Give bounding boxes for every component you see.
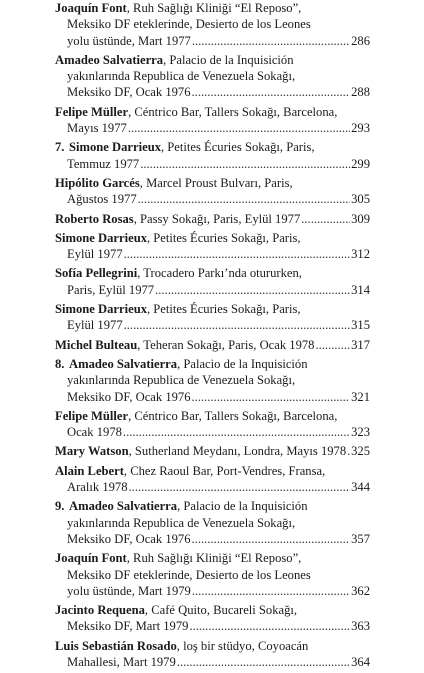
location-text: , Palacio de la Inquisición — [177, 499, 308, 514]
dot-leader — [123, 424, 350, 440]
toc-entry-line — [55, 282, 370, 298]
speaker-name: Hipólito Garcés — [55, 175, 140, 190]
toc-entry-line — [55, 638, 370, 654]
toc-entry — [55, 550, 370, 599]
toc-entry-line — [55, 463, 370, 479]
location-text: Ağustos 1977 — [67, 192, 137, 207]
location-text: Meksiko DF, Ocak 1976 — [67, 531, 191, 546]
speaker-name: Alain Lebert — [55, 463, 124, 478]
location-text: , loş bir stüdyo, Coyoacán — [176, 638, 309, 653]
dot-leader — [347, 443, 350, 459]
page-number: 321 — [351, 389, 370, 404]
speaker-name: Felipe Müller — [55, 104, 129, 119]
toc-entry-line — [55, 618, 370, 634]
location-text: , Café Quito, Bucareli Sokağı, — [144, 603, 298, 618]
speaker-name: Roberto Rosas — [55, 211, 134, 226]
location-text: Ocak 1978 — [67, 425, 122, 440]
toc-entry-line — [55, 246, 370, 262]
section-number: 8. — [55, 356, 65, 371]
table-of-contents — [55, 0, 370, 673]
dot-leader — [192, 531, 351, 547]
toc-entry-line — [55, 0, 370, 16]
location-text: , Ruh Sağlığı Kliniği “El Reposo”, — [126, 551, 302, 566]
dot-leader — [192, 389, 351, 405]
toc-entry-line — [55, 515, 370, 531]
toc-entry-line — [55, 424, 370, 440]
location-text: yakınlarında Republica de Venezuela Sokağı, — [67, 69, 296, 84]
location-text: Meksiko DF, Ocak 1976 — [67, 389, 191, 404]
location-text: , Teheran Sokağı, Paris, Ocak 1978 — [137, 337, 315, 352]
toc-entry — [55, 104, 370, 137]
toc-entry-line — [55, 408, 370, 424]
location-text: yakınlarında Republica de Venezuela Sokağı, — [67, 373, 296, 388]
toc-entry — [55, 443, 370, 459]
toc-entry — [55, 638, 370, 671]
toc-entry-line — [55, 52, 370, 68]
speaker-name: Amadeo Salvatierra — [69, 356, 178, 371]
page-number: 299 — [351, 156, 370, 171]
location-text: , Céntrico Bar, Tallers Sokağı, Barcelona, — [128, 408, 338, 423]
toc-entry-line — [55, 175, 370, 191]
page-number: 363 — [351, 619, 370, 634]
toc-entry-line — [55, 550, 370, 566]
page-number: 288 — [351, 85, 370, 100]
location-text: yolu üstünde, Mart 1977 — [67, 33, 191, 48]
speaker-name: Simone Darrieux — [55, 230, 147, 245]
toc-entry — [55, 463, 370, 496]
toc-entry — [55, 498, 370, 547]
dot-leader — [189, 618, 350, 634]
location-text: Mayıs 1977 — [67, 121, 127, 136]
dot-leader — [128, 120, 350, 136]
toc-entry — [55, 230, 370, 263]
toc-entry-line — [55, 301, 370, 317]
location-text: Aralık 1978 — [67, 480, 128, 495]
toc-entry-line — [55, 120, 370, 136]
speaker-name: Mary Watson — [55, 444, 129, 459]
speaker-name: Joaquín Font — [55, 1, 127, 15]
location-text: yakınlarında Republica de Venezuela Sokağı, — [67, 515, 296, 530]
dot-leader — [192, 33, 350, 49]
page-number: 312 — [351, 247, 370, 262]
location-text: Temmuz 1977 — [67, 156, 140, 171]
toc-entry-line — [55, 139, 370, 155]
location-text: Eylül 1977 — [67, 318, 123, 333]
location-text: , Palacio de la Inquisición — [177, 356, 308, 371]
location-text: Eylül 1977 — [67, 247, 123, 262]
dot-leader — [129, 479, 351, 495]
page-number: 317 — [351, 337, 370, 352]
location-text: , Petites Écuries Sokağı, Paris, — [147, 302, 301, 317]
toc-entry-line — [55, 191, 370, 207]
location-text: , Ruh Sağlığı Kliniği “El Reposo”, — [126, 1, 302, 15]
dot-leader — [138, 191, 350, 207]
toc-entry-line — [55, 602, 370, 618]
location-text: yolu üstünde, Mart 1979 — [67, 583, 191, 598]
page-number: 286 — [351, 33, 370, 48]
dot-leader — [155, 282, 350, 298]
toc-entry-line — [55, 33, 370, 49]
location-text: Paris, Eylül 1977 — [67, 282, 155, 297]
toc-entry-line — [55, 211, 370, 227]
page-number: 309 — [351, 211, 370, 226]
toc-entry — [55, 0, 370, 49]
location-text: , Trocadero Parkı’nda otururken, — [137, 266, 302, 281]
toc-entry — [55, 408, 370, 441]
location-text: , Chez Raoul Bar, Port-Vendres, Fransa, — [123, 463, 326, 478]
toc-entry-line — [55, 498, 370, 514]
toc-entry-line — [55, 389, 370, 405]
dot-leader — [315, 337, 350, 353]
location-text: Meksiko DF, Mart 1979 — [67, 619, 189, 634]
speaker-name: Joaquín Font — [55, 551, 127, 566]
speaker-name: Michel Bulteau — [55, 337, 138, 352]
toc-entry-line — [55, 16, 370, 32]
location-text: , Sutherland Meydanı, Londra, Mayıs 1978 — [128, 444, 347, 459]
section-number: 7. — [55, 140, 65, 155]
dot-leader — [177, 654, 350, 670]
dot-leader — [192, 583, 350, 599]
page-number: 357 — [351, 531, 370, 546]
page-number: 293 — [351, 121, 370, 136]
toc-entry-line — [55, 443, 370, 459]
speaker-name: Amadeo Salvatierra — [55, 52, 164, 67]
toc-entry — [55, 211, 370, 227]
location-text: Meksiko DF eteklerinde, Desierto de los Leones — [67, 567, 311, 582]
dot-leader — [124, 246, 350, 262]
dot-leader — [124, 317, 350, 333]
dot-leader — [192, 84, 351, 100]
toc-entry-line — [55, 84, 370, 100]
section-number: 9. — [55, 499, 65, 514]
toc-entry-line — [55, 654, 370, 670]
speaker-name: Sofía Pellegrini — [55, 266, 138, 281]
page-number: 344 — [351, 480, 370, 495]
page-number: 362 — [351, 583, 370, 598]
speaker-name: Simone Darrieux — [55, 302, 147, 317]
dot-leader — [301, 211, 350, 227]
toc-entry-line — [55, 356, 370, 372]
speaker-name: Felipe Müller — [55, 408, 129, 423]
toc-entry-line — [55, 337, 370, 353]
location-text: , Petites Écuries Sokağı, Paris, — [161, 140, 315, 155]
toc-entry — [55, 175, 370, 208]
toc-entry — [55, 356, 370, 405]
page-number: 323 — [351, 425, 370, 440]
toc-entry — [55, 139, 370, 172]
location-text: , Marcel Proust Bulvarı, Paris, — [139, 175, 293, 190]
toc-entry — [55, 337, 370, 353]
location-text: , Palacio de la Inquisición — [163, 52, 294, 67]
toc-entry-line — [55, 230, 370, 246]
toc-entry — [55, 52, 370, 101]
page-number: 325 — [351, 444, 370, 459]
location-text: Mahallesi, Mart 1979 — [67, 654, 176, 669]
location-text: , Céntrico Bar, Tallers Sokağı, Barcelona, — [128, 104, 338, 119]
page-number: 315 — [351, 318, 370, 333]
toc-entry-line — [55, 531, 370, 547]
toc-entry-line — [55, 265, 370, 281]
toc-entry-line — [55, 372, 370, 388]
speaker-name: Simone Darrieux — [69, 140, 161, 155]
toc-entry — [55, 602, 370, 635]
speaker-name: Jacinto Requena — [55, 603, 145, 618]
location-text: Meksiko DF eteklerinde, Desierto de los Leones — [67, 17, 311, 32]
page-number: 364 — [351, 654, 370, 669]
toc-entry — [55, 265, 370, 298]
toc-entry-line — [55, 68, 370, 84]
toc-entry-line — [55, 567, 370, 583]
location-text: , Passy Sokağı, Paris, Eylül 1977 — [133, 211, 301, 226]
page-number: 314 — [351, 282, 370, 297]
toc-entry-line — [55, 317, 370, 333]
toc-entry — [55, 301, 370, 334]
location-text: Meksiko DF, Ocak 1976 — [67, 85, 191, 100]
toc-entry-line — [55, 156, 370, 172]
page-number: 305 — [351, 192, 370, 207]
toc-entry-line — [55, 104, 370, 120]
location-text: , Petites Écuries Sokağı, Paris, — [147, 230, 301, 245]
toc-entry-line — [55, 479, 370, 495]
dot-leader — [140, 156, 350, 172]
speaker-name: Amadeo Salvatierra — [69, 499, 178, 514]
speaker-name: Luis Sebastián Rosado — [55, 638, 177, 653]
toc-entry-line — [55, 583, 370, 599]
